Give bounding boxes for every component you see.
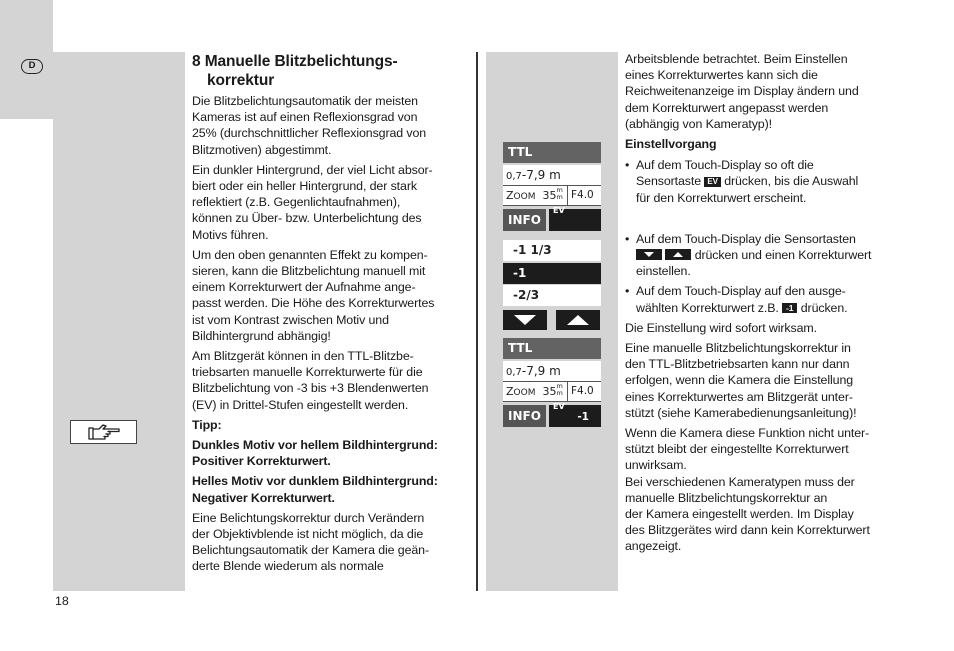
text-line: Bildhintergrund abhängig! (192, 328, 331, 343)
left-sidebar-column (53, 52, 185, 591)
text-line: Reichweitenanzeige im Display ändern und (625, 84, 859, 99)
text-line: Um den oben genannten Effekt zu kompen- (192, 247, 428, 262)
text-line: Auf dem Touch-Display so oft die (636, 158, 814, 173)
minus-one-key-icon: -1 (782, 303, 797, 313)
heading-line-2: korrektur (207, 72, 275, 89)
text-line: unwirksam. (625, 458, 687, 473)
option-minus-1-1-3[interactable]: -1 1/3 (503, 240, 601, 261)
text-line: Am Blitzgerät können in den TTL-Blitzbe- (192, 349, 414, 364)
zoom-rest: OOM (513, 388, 536, 398)
unit-top: m (556, 382, 563, 390)
ev-button[interactable] (549, 206, 601, 231)
flash-display-before (503, 142, 601, 232)
text-line: Negativer Korrekturwert. (192, 490, 335, 505)
text-line: eines Korrekturwertes am Blitzgerät unter- (625, 389, 853, 404)
text-line: triebsarten manuelle Korrekturwerte für die (192, 365, 423, 380)
text-line: wählten Korrekturwert z.B. (636, 300, 779, 315)
unit-top: m (556, 186, 563, 194)
zoom-z: Z (506, 385, 514, 398)
zoom-value: 35 (542, 385, 557, 398)
flash-display-after (503, 338, 601, 428)
ev-button[interactable] (549, 402, 601, 427)
text-line: Ein dunkler Hintergrund, der viel Licht absor- (192, 162, 433, 177)
text-line: sieren, kann die Blitzbelichtung manuell mit (192, 264, 426, 279)
range-max: -7,9 m (521, 168, 561, 182)
zoom-row (503, 185, 601, 206)
text-line: der Kamera eingestellt werden. Im Display (625, 507, 854, 522)
zoom-value: 35 (542, 189, 557, 202)
section-heading (192, 52, 472, 90)
ev-key-icon: EV (704, 177, 720, 187)
display-buttons (503, 206, 601, 232)
text-line: einstellen. (636, 264, 691, 279)
step-3 (625, 283, 915, 315)
text-line: einem Korrekturwert der Aufnahme ange- (192, 280, 416, 295)
text-line: können zu Über- bzw. Unterbelichtung des (192, 211, 422, 226)
text-line: Dunkles Motiv vor hellem Bildhintergrund: (192, 438, 438, 453)
procedure-heading: Einstellvorgang (625, 137, 717, 152)
text-line: passt werden. Die Höhe des Korrekturwertes (192, 296, 435, 311)
zoom-unit (556, 383, 562, 397)
text-line: derte Blende wiederum als normale (192, 559, 384, 574)
text-line: Eine Belichtungskorrektur durch Verändern (192, 510, 425, 525)
step-2 (625, 231, 915, 280)
text-line: Sensortaste (636, 174, 702, 189)
tip-marker (70, 420, 137, 444)
mode-label: TTL (503, 338, 601, 359)
text-line: ist vom Kontrast zwischen Motiv und (192, 312, 389, 327)
text-line: 25% (durchschnittlicher Reflexionsgrad von (192, 126, 427, 141)
text-line: dem Korrekturwert angepasst werden (625, 100, 829, 115)
tip-label: Tipp: (192, 417, 222, 432)
text-line: manuelle Blitzbelichtungskorrektur an (625, 490, 828, 505)
option-minus-1[interactable]: -1 (503, 263, 601, 284)
text-line: (abhängig von Kameratyp)! (625, 116, 772, 131)
column-divider (476, 52, 478, 591)
text-line: Eine manuelle Blitzbelichtungskorrektur in (625, 341, 851, 356)
up-arrow-button[interactable] (556, 310, 600, 330)
up-arrow-icon (556, 310, 600, 330)
zoom-rest: OOM (513, 192, 536, 202)
page-number: 18 (55, 594, 69, 608)
left-text-column (192, 52, 472, 579)
text-line: Blitzmotiven) abgestimmt. (192, 142, 332, 157)
paragraph-1 (192, 93, 472, 158)
intro-paragraph (625, 51, 915, 132)
pointing-hand-icon (85, 423, 123, 441)
zoom-unit (556, 187, 562, 201)
tip-text (192, 510, 472, 575)
text-line: Kameras ist auf einen Reflexionsgrad von (192, 110, 418, 125)
heading-line-1: 8 Manuelle Blitzbelichtungs- (192, 53, 398, 70)
paragraph-3 (192, 247, 472, 344)
down-key-icon (636, 249, 662, 260)
paragraph-2 (192, 162, 472, 243)
text-line: stützt bleibt der eingestellte Korrekturwert (625, 442, 849, 457)
tip-dark-subject (192, 437, 472, 469)
text-line: Wenn die Kamera diese Funktion nicht unter- (625, 426, 870, 441)
text-line: eines Korrekturwertes kann sich die (625, 68, 818, 83)
text-line: drücken und einen Korrekturwert (694, 248, 872, 263)
text-line: Arbeitsblende betrachtet. Beim Einstellen (625, 52, 848, 66)
text-line: Motivs führen. (192, 227, 269, 242)
language-badge: D (21, 59, 43, 74)
text-line: Die Blitzbelichtungsautomatik der meisten (192, 94, 418, 108)
text-line: Helles Motiv vor dunklem Bildhintergrund: (192, 474, 438, 489)
unit-bottom: m (556, 193, 563, 201)
tip-bright-subject (192, 473, 472, 505)
text-line: Bei verschiedenen Kameratypen muss der (625, 474, 855, 489)
aperture-readout: F4.0 (571, 189, 594, 201)
paragraph-4 (192, 348, 472, 413)
text-line: für den Korrekturwert erscheint. (636, 190, 807, 205)
text-line: des Blitzgerätes wird dann kein Korrekturwert (625, 523, 870, 538)
text-line: Auf dem Touch-Display auf den ausge- (636, 284, 846, 299)
no-support-paragraph (625, 425, 915, 555)
zoom-readout (503, 186, 568, 205)
info-button[interactable]: INFO (503, 405, 546, 427)
zoom-z: Z (506, 189, 514, 202)
text-line: Blitzbelichtung von -3 bis +3 Blendenwerten (192, 381, 429, 396)
range-readout (503, 165, 601, 185)
text-line: drücken, bis die Auswahl (724, 174, 859, 189)
text-line: biert oder ein heller Hintergrund, der stark (192, 179, 417, 194)
display-buttons (503, 402, 601, 428)
text-line: den TTL-Blitzbetriebsarten kann nur dann (625, 357, 850, 372)
text-line: drücken. (800, 300, 848, 315)
ev-label: EV (553, 402, 565, 411)
down-arrow-icon (503, 310, 547, 330)
text-line: stützt (siehe Kamerabedienungsanleitung)! (625, 405, 857, 420)
text-line: angezeigt. (625, 539, 682, 554)
aperture-readout: F4.0 (571, 385, 594, 397)
text-line: Belichtungsautomatik der Kamera die geän- (192, 543, 429, 558)
range-min: 0,7 (506, 367, 522, 378)
text-line: reflektiert (z.B. Gegenlichtaufnahmen), (192, 195, 401, 210)
text-line: (EV) in Drittel-Stufen eingestellt werden. (192, 397, 409, 412)
info-button[interactable]: INFO (503, 209, 546, 231)
ev-label: EV (553, 206, 565, 215)
mode-label: TTL (503, 142, 601, 163)
zoom-readout (503, 382, 568, 401)
step-1 (625, 157, 915, 206)
text-line: der Objektivblende ist nicht möglich, da die (192, 527, 424, 542)
text-line: Auf dem Touch-Display die Sensortasten (636, 231, 856, 246)
text-line: Positiver Korrekturwert. (192, 454, 331, 469)
camera-support-paragraph (625, 340, 915, 421)
unit-bottom: m (556, 389, 563, 397)
ev-value: -1 (577, 411, 589, 423)
text-line: erfolgen, wenn die Kamera die Einstellung (625, 373, 854, 388)
result-paragraph: Die Einstellung wird sofort wirksam. (625, 320, 817, 335)
range-max: -7,9 m (521, 364, 561, 378)
down-arrow-button[interactable] (503, 310, 547, 330)
range-readout (503, 361, 601, 381)
range-min: 0,7 (506, 171, 522, 182)
right-text-column (625, 51, 915, 559)
up-key-icon (665, 249, 691, 260)
option-minus-2-3[interactable]: -2/3 (503, 285, 601, 306)
zoom-row (503, 381, 601, 402)
